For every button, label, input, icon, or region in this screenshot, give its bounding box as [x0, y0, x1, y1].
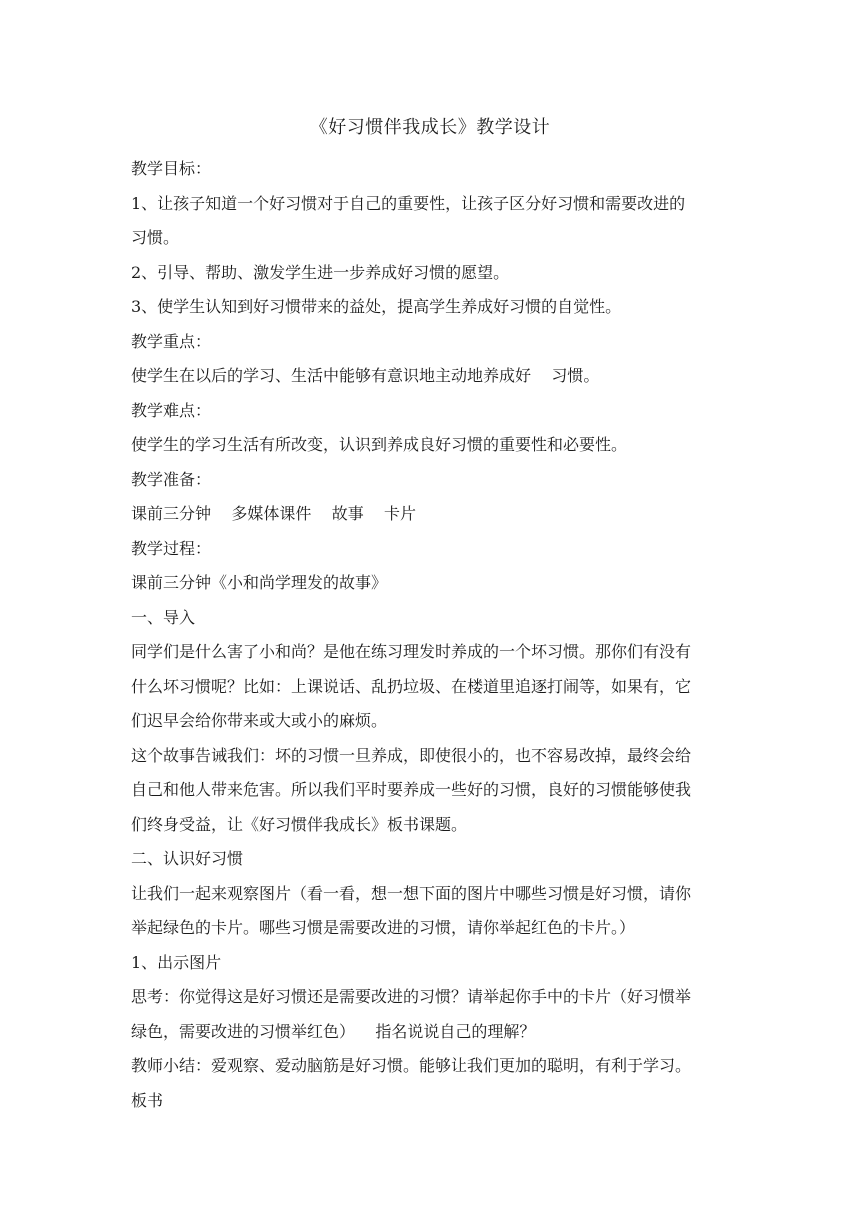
- paragraph-line: 教师小结：爱观察、爱动脑筋是好习惯。能够让我们更加的聪明，有利于学习。: [131, 1056, 692, 1075]
- paragraph-line: 们迟早会给你带来或大或小的麻烦。: [131, 711, 388, 730]
- paragraph-line: 绿色，需要改进的习惯举红色） 指名说说自己的理解？: [131, 1021, 536, 1041]
- paragraph-line: 2、引导、帮助、激发学生进一步养成好习惯的愿望。: [131, 262, 510, 282]
- paragraph-line: 举起绿色的卡片。哪些习惯是需要改进的习惯，请你举起红色的卡片。）: [131, 918, 636, 937]
- paragraph-line: 3、使学生认知到好习惯带来的益处，提高学生养成好习惯的自觉性。: [131, 297, 622, 316]
- section-heading-preparation: 教学准备：: [131, 469, 212, 489]
- paragraph-line: 什么坏习惯呢？比如：上课说话、乱扔垃圾、在楼道里追逐打闹等，如果有，它: [131, 676, 692, 696]
- paragraph-line: 这个故事告诫我们：坏的习惯一旦养成，即使很小的，也不容易改掉，最终会给: [131, 745, 692, 765]
- document-title: 《好习惯伴我成长》教学设计: [309, 117, 551, 138]
- paragraph-line: 习惯。: [131, 228, 180, 247]
- paragraph-line: 们终身受益，让《好习惯伴我成长》板书课题。: [131, 814, 468, 834]
- section-heading-key-points: 教学重点：: [131, 331, 212, 351]
- subsection-heading-recognize: 二、认识好习惯: [131, 849, 244, 868]
- paragraph-line: 课前三分钟《小和尚学理发的故事》: [131, 573, 388, 592]
- section-heading-process: 教学过程：: [131, 538, 212, 558]
- paragraph-line: 使学生在以后的学习、生活中能够有意识地主动地养成好 习惯。: [131, 366, 600, 385]
- paragraph-line: 板书: [131, 1090, 164, 1110]
- paragraph-line: 使学生的学习生活有所改变，认识到养成良好习惯的重要性和必要性。: [131, 435, 628, 454]
- paragraph-line: 思考：你觉得这是好习惯还是需要改进的习惯？请举起你手中的卡片（好习惯举: [131, 987, 692, 1006]
- section-heading-difficulties: 教学难点：: [131, 400, 212, 420]
- paragraph-line: 1、让孩子知道一个好习惯对于自己的重要性，让孩子区分好习惯和需要改进的: [131, 193, 686, 213]
- paragraph-line: 自己和他人带来危害。所以我们平时要养成一些好的习惯，良好的习惯能够使我: [131, 780, 692, 799]
- section-heading-objectives: 教学目标：: [131, 159, 212, 178]
- subsection-heading-intro: 一、导入: [131, 607, 196, 627]
- paragraph-line: 让我们一起来观察图片（看一看，想一想下面的图片中哪些习惯是好习惯，请你: [131, 883, 692, 903]
- document-body: [131, 152, 737, 1118]
- paragraph-line: 课前三分钟 多媒体课件 故事 卡片: [131, 504, 417, 523]
- paragraph-line: 同学们是什么害了小和尚？是他在练习理发时养成的一个坏习惯。那你们有没有: [131, 642, 692, 661]
- paragraph-line: 1、出示图片: [131, 952, 222, 972]
